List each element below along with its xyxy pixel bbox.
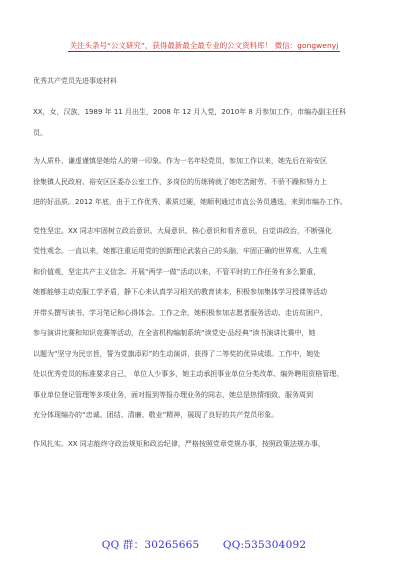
paragraph-line: 作风扎实。XX 同志能终守政治规矩和政治纪律，严格按照党章党规办事，按照政策法规办事， [33,439,325,448]
qq-group-number: 30265665 [144,539,200,551]
header-banner-text[interactable]: 关注头条号“公文研究”，获得最新最全最专业的公文资料库！ 微信：gongwenyj [69,41,339,50]
paragraph-line: 党性坚定。XX 同志牢固树立政治意识、大局意识、核心意识和看齐意识，自觉讲政治，不断强化 [33,226,332,235]
paragraph-line: 为人质朴、谦虚谨慎是她给人的第一印象。作为一名年轻党员，参加工作以来，她先后在裕安区 [33,157,327,165]
paragraph-line: 充分体现编办的“忠诚、团结、清廉、敬业”精神，展现了良好的共产党员形象。 [33,411,279,419]
paragraph-line: XX，女，汉族，1989 年 11 月出生，2008 年 12 月入党，2010年 8 月参加工作，市编办副主任科 [33,108,347,116]
paragraph-line: 她都能够主动克服工学矛盾，静下心来认真学习相关的教育读本，积极参加集体学习授课等活动 [33,288,327,296]
paragraph-line: 员。 [33,128,47,137]
paragraph [33,151,377,213]
qq-contact [223,539,306,551]
footer-contact [0,537,408,552]
paragraph-line: 党性观念。一直以来，她都注重运用党的创新理论武装自己的头脑，牢固正确的世界观、人生观 [33,247,327,255]
paragraph [33,221,377,426]
paragraph-line: 并带头撰写读书、学习笔记和心得体会。工作之余，她积极参加志愿者服务活动、走访贫困户、 [33,308,327,317]
qq-number: 535304092 [244,539,307,551]
paragraph-line: 处以优秀党员的标准要求自己， 单位人少事多，她主动承担事业单位分类改革、编外聘用资格管理、 [33,370,344,378]
paragraph [33,102,377,143]
header-banner [0,40,408,51]
paragraph-line: 参与演讲比赛和知识竞赛等活动，在全省机构编制系统“读党史·品经典”读书演讲比赛中，她 [33,329,316,337]
qq-label: QQ: [222,539,245,551]
paragraph-line: 进的好品质。2012 年底，由于工作优秀、素质过硬，她顺利通过市直公务员遴选，来到市编办工作。 [33,198,348,206]
qq-group-label: QQ 群： [101,539,145,551]
qq-group [102,537,200,552]
paragraph-line: 和价值观，坚定共产主义信念。开展“两学一做”活动以来，不管平时的工作任务有多么繁重， [33,267,321,276]
document-title: 优秀共产党员先进事迹材料 [33,77,117,85]
document-body [33,76,377,462]
paragraph-line: 徐集镇人民政府、裕安区区委办公室工作，多岗位的历练铸就了她吃苦耐劳、不骄不躁和努力上 [33,177,327,186]
paragraph [33,434,377,455]
paragraph-line: 以题为“坚守为民宗旨，誓为党旗添彩”的生动演讲，获得了二等奖的优异成绩。工作中，她处 [33,349,321,358]
paragraph-line: 事业单位登记管理等多项业务，面对报到等报办理业务的同志，她总是热情细致，服务周到 [33,390,313,399]
